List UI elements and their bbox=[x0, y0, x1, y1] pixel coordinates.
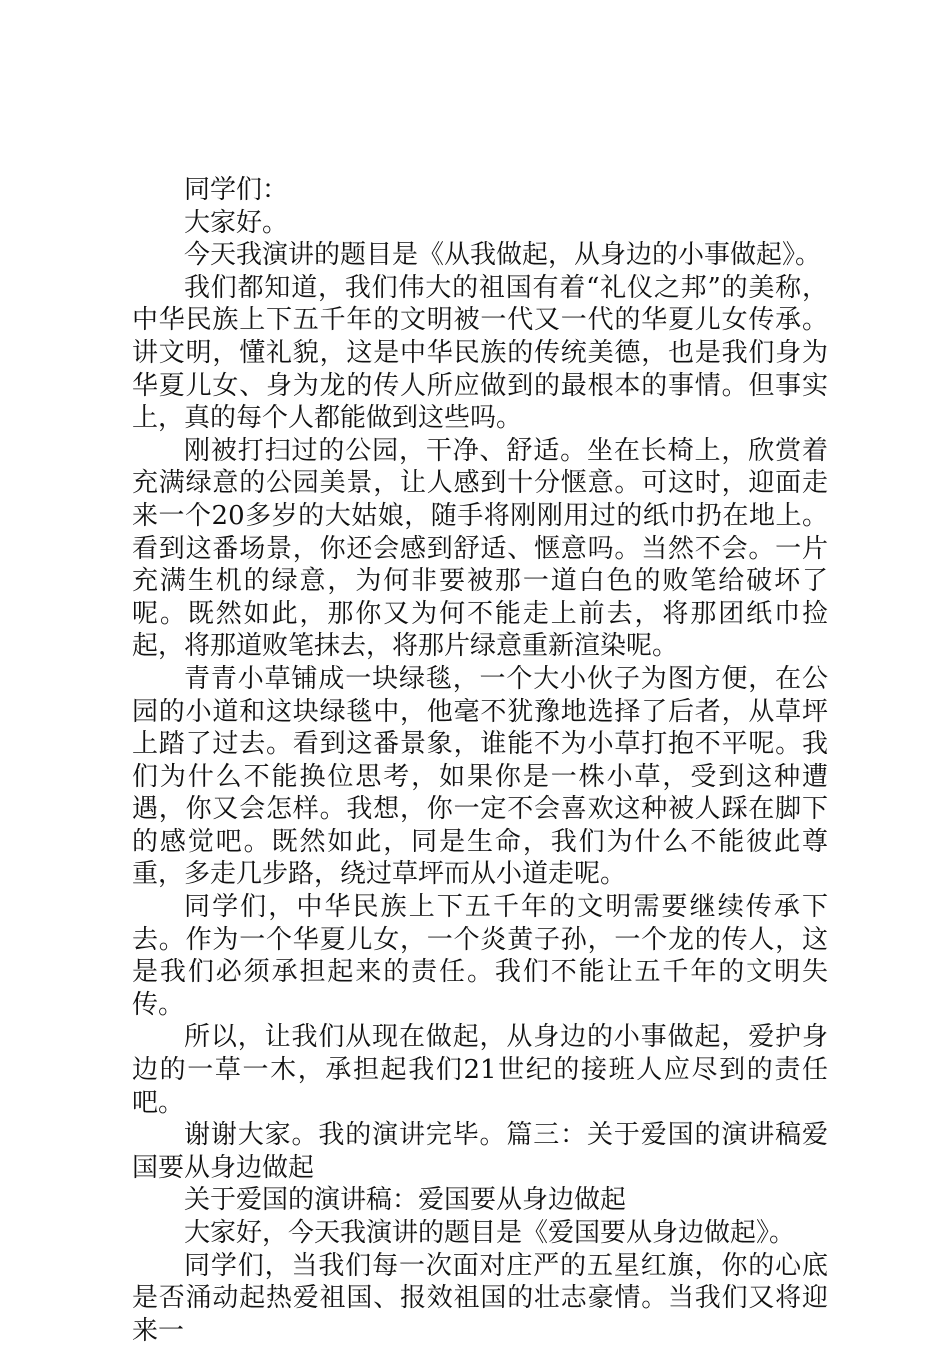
paragraph-greeting: 同学们： bbox=[184, 175, 289, 205]
paragraph-call-to-action: 所以，让我们从现在做起，从身边的小事做起，爱护身边的一草一木，承担起我们21世纪的接班人应尽到的责任吧。 bbox=[132, 1022, 828, 1118]
paragraph-topic: 今天我演讲的题目是《从我做起，从身边的小事做起》。 bbox=[184, 240, 822, 271]
paragraph-new-topic: 大家好，今天我演讲的题目是《爱国要从身边做起》。 bbox=[184, 1218, 796, 1248]
paragraph-park: 刚被打扫过的公园，干净、舒适。坐在长椅上，欣赏着充满绿意的公园美景，让人感到十分惬意。可这时，迎面走来一个20多岁的大姑娘，随手将刚刚用过的纸巾扔在地上。看到这番场景，你还会感到舒适、惬意吗。当然不会。一片充满生机的绿意，为何非要被那一道白色的败笔给破坏了呢。既然如此，那你又为何不能走上前去，将那团纸巾捡起，将那道败笔抹去，将那片绿意重新渲染呢。 bbox=[132, 435, 828, 662]
paragraph-etiquette: 我们都知道，我们伟大的祖国有着“礼仪之邦”的美称，中华民族上下五千年的文明被一代又一代的华夏儿女传承。讲文明，懂礼貌，这是中华民族的传统美德，也是我们身为华夏儿女、身为龙的传人所应做到的最根本的事情。但事实上，真的每个人都能做到这些吗。 bbox=[132, 272, 828, 434]
paragraph-thanks: 谢谢大家。我的演讲完毕。篇三：关于爱国的演讲稿爱国要从身边做起 bbox=[132, 1120, 828, 1183]
paragraph-grass: 青青小草铺成一块绿毯，一个大小伙子为图方便，在公园的小道和这块绿毯中，他毫不犹豫地选择了后者，从草坪上踏了过去。看到这番景象，谁能不为小草打抱不平呢。我们为什么不能换位思考，如果你是一株小草，受到这种遭遇，你又会怎样。我想，你一定不会喜欢这种被人踩在脚下的感觉吧。既然如此，同是生命，我们为什么不能彼此尊重，多走几步路，绕过草坪而从小道走呢。 bbox=[132, 663, 828, 890]
paragraph-hello: 大家好。 bbox=[184, 207, 289, 238]
paragraph-section-title: 关于爱国的演讲稿：爱国要从身边做起 bbox=[184, 1185, 627, 1216]
speech-text-body bbox=[132, 174, 828, 1347]
paragraph-civilization: 同学们，中华民族上下五千年的文明需要继续传承下去。作为一个华夏儿女，一个炎黄子孙，一个龙的传人，这是我们必须承担起来的责任。我们不能让五千年的文明失传。 bbox=[132, 892, 828, 1020]
paragraph-flag: 同学们，当我们每一次面对庄严的五星红旗，你的心底是否涌动起热爱祖国、报效祖国的壮志豪情。当我们又将迎来一 bbox=[132, 1250, 828, 1346]
